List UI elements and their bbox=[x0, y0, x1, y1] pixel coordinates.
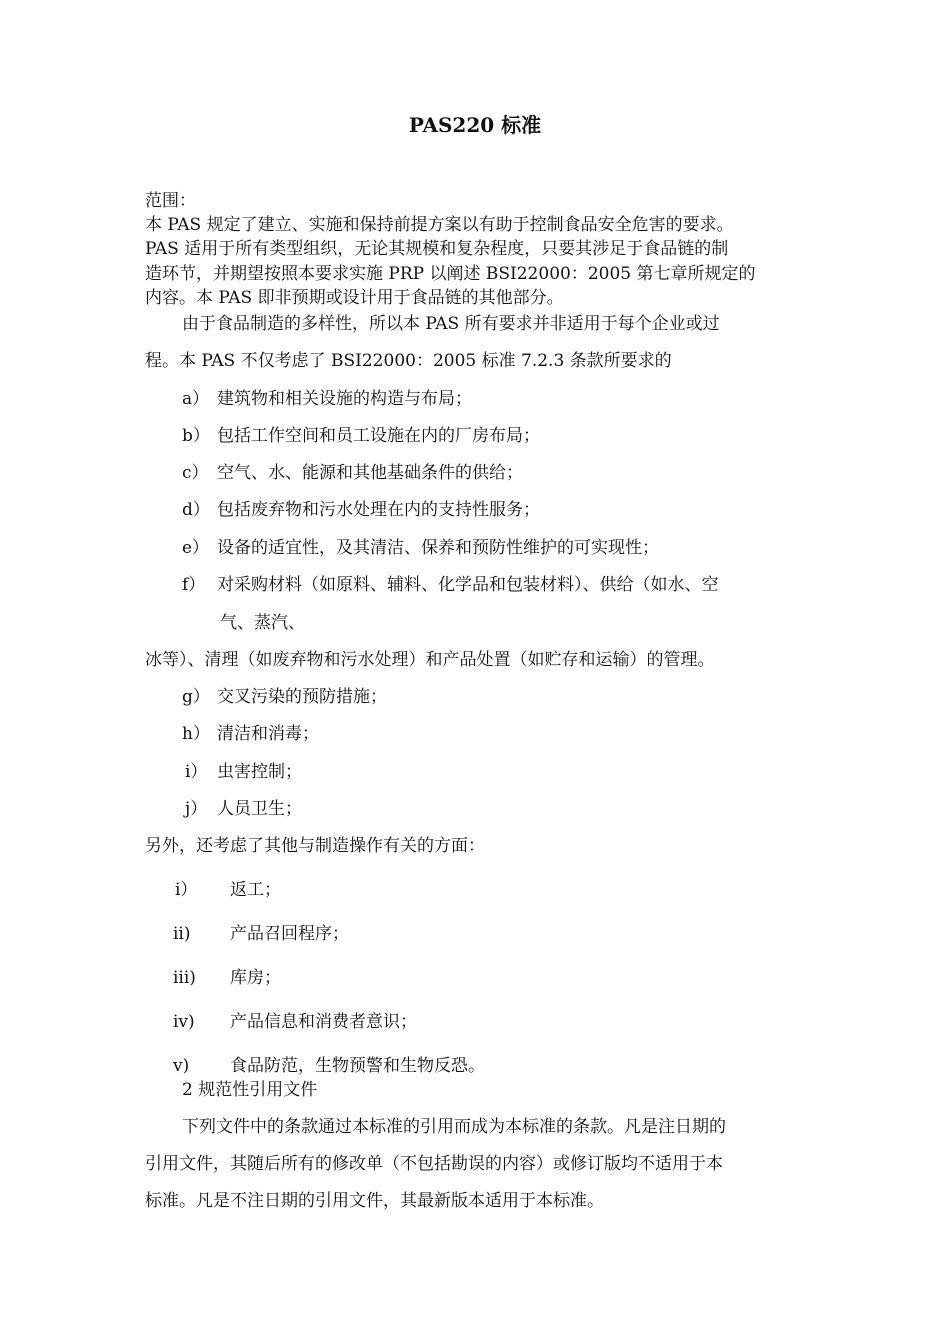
list-item: 包括工作空间和员工设施在内的厂房布局； bbox=[217, 426, 540, 446]
document-title: PAS220 标准 bbox=[408, 113, 542, 137]
list-item-continuation: 冰等）、清理（如废弃物和污水处理）和产品处置（如贮存和运输）的管理。 bbox=[145, 650, 715, 670]
list-item-marker: ii) bbox=[173, 924, 191, 944]
scope-heading: 范围： bbox=[145, 191, 196, 211]
list-item-marker: i） bbox=[175, 880, 198, 900]
scope-line: 内容。本 PAS 即非预期或设计用于食品链的其他部分。 bbox=[145, 288, 564, 308]
list-item-marker: g） bbox=[182, 687, 210, 707]
list-item: 产品召回程序； bbox=[230, 924, 349, 944]
list-item: 库房； bbox=[230, 968, 281, 988]
list-item: 建筑物和相关设施的构造与布局； bbox=[217, 389, 472, 409]
list-item-marker: b） bbox=[182, 426, 210, 446]
list-item-marker: e） bbox=[182, 538, 210, 558]
paragraph-line: 另外，还考虑了其他与制造操作有关的方面： bbox=[145, 836, 485, 856]
list-item-marker: i） bbox=[185, 762, 208, 782]
list-item-marker: iii) bbox=[173, 968, 196, 988]
list-item: 包括废弃物和污水处理在内的支持性服务； bbox=[217, 500, 540, 520]
section-heading: 2 规范性引用文件 bbox=[182, 1080, 318, 1100]
paragraph-line: 标准。凡是不注日期的引用文件，其最新版本适用于本标准。 bbox=[145, 1191, 604, 1211]
list-item: 交叉污染的预防措施； bbox=[217, 687, 387, 707]
list-item: 人员卫生； bbox=[217, 799, 302, 819]
scope-line: PAS 适用于所有类型组织，无论其规模和复杂程度，只要其涉足于食品链的制 bbox=[145, 239, 729, 259]
list-item-marker: a） bbox=[182, 389, 210, 409]
paragraph-line: 程。本 PAS 不仅考虑了 BSI22000：2005 标准 7.2.3 条款所要求的 bbox=[145, 351, 672, 371]
list-item-marker: h） bbox=[182, 724, 210, 744]
list-item-marker: d） bbox=[182, 500, 210, 520]
scope-line: 本 PAS 规定了建立、实施和保持前提方案以有助于控制食品安全危害的要求。 bbox=[145, 215, 734, 235]
list-item-marker: j） bbox=[185, 799, 208, 819]
scope-line: 造环节，并期望按照本要求实施 PRP 以阐述 BSI22000：2005 第七章所规定的 bbox=[145, 264, 756, 284]
list-item-marker: v) bbox=[173, 1056, 190, 1076]
list-item-marker: f） bbox=[182, 575, 206, 595]
list-item: 产品信息和消费者意识； bbox=[230, 1012, 417, 1032]
list-item: 食品防范，生物预警和生物反恐。 bbox=[230, 1056, 485, 1076]
list-item: 返工； bbox=[230, 880, 281, 900]
list-item-marker: iv) bbox=[173, 1012, 195, 1032]
list-item: 对采购材料（如原料、辅料、化学品和包装材料）、供给（如水、空 bbox=[217, 575, 719, 595]
paragraph-line: 下列文件中的条款通过本标准的引用而成为本标准的条款。凡是注日期的 bbox=[182, 1117, 726, 1137]
list-item: 空气、水、能源和其他基础条件的供给； bbox=[217, 463, 523, 483]
list-item: 虫害控制； bbox=[217, 762, 302, 782]
list-item: 清洁和消毒； bbox=[217, 724, 319, 744]
list-item: 设备的适宜性，及其清洁、保养和预防性维护的可实现性； bbox=[217, 538, 659, 558]
paragraph-line: 引用文件，其随后所有的修改单（不包括勘误的内容）或修订版均不适用于本 bbox=[145, 1154, 723, 1174]
paragraph-line: 由于食品制造的多样性，所以本 PAS 所有要求并非适用于每个企业或过 bbox=[182, 314, 720, 334]
list-item-marker: c） bbox=[182, 463, 209, 483]
list-item-continuation: 气、蒸汽、 bbox=[220, 613, 305, 633]
